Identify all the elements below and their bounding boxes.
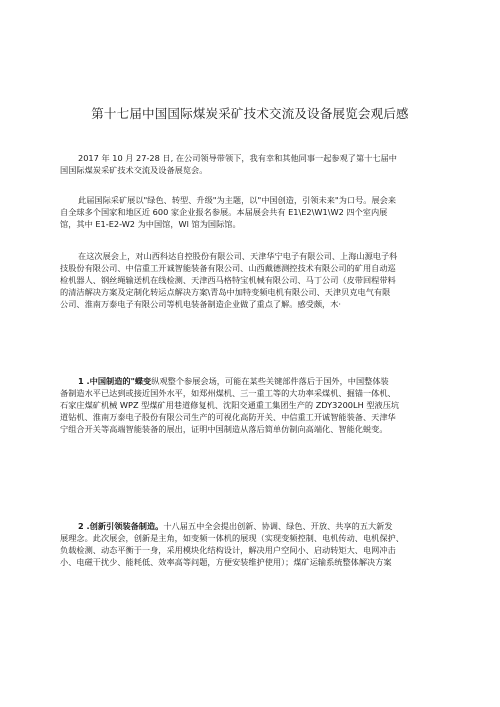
text-span: 纵观整个参展会场，可能在某些关键部件落后于国外，中国整体装 [151,376,389,386]
text-line: 备制造水平已达到或接近国外水平，如郑州煤机、三一重工等的大功率采煤机、掘锚一体机、 [60,388,396,398]
text-line: 石家庄煤矿机械 WPZ 型煤矿用巷道修复机、沈阳交通重工集团生产的 ZDY3200LH 型液压坑 [60,400,400,410]
text-line: 检机器人、钢丝绳输送机在线检测、天津西马格特宝机械有限公司、马丁公司（皮带回程带料 [60,275,396,285]
paragraph-4 [60,375,450,435]
text-line: 道钻机、淮南万泰电子股份有限公司生产的可视化高防开关、中信重工开诚智能装备、天津华 [60,412,396,422]
paragraph-1 [60,152,450,176]
text-line: 展理念。此次展会，创新是主角，如变频一体机的展现（实现变频控制、电机传动、电机保护、 [60,533,404,543]
text-line: 馆，其中 E1-E2-W2 为中国馆，Wl 馆为国际馆。 [60,219,241,229]
text-line: 宁组合开关等高端智能装备的展出，证明中国制造从落后简单仿制向高端化、智能化蜕变。 [60,424,388,434]
text-line: 国国际煤炭采矿技术交流及设备展览会。 [60,165,208,175]
text-line: 负载检测、动态平衡于一身，采用模块化结构设计，解决用户空间小、启动转矩大、电网冲击 [60,545,396,555]
text-line: 公司、淮南万泰电子有限公司等机电装备制造企业做了重点了解。感受颇，木· [60,299,341,309]
text-line: 的清洁解决方案及定制化转运点解决方案\青岛中加特变频电机有限公司、天津贝克电气有限 [60,287,391,297]
paragraph-2 [60,194,450,230]
text-line: 自全球多个国家和地区近 600 家企业报名参展。本届展会共有 E1\E2\W1\W2 四个室内展 [60,207,388,217]
text-line: 2017 年 10 月 27-28 日, 在公司领导带领下，我有幸和其他同事一起参观了第十七届中 [78,153,397,163]
paragraph-5 [60,520,450,568]
text-line: 此届国际采矿展以"绿色、转型、升级"为主题，以"中国创造，引领未来"为口号。展会来 [78,195,397,205]
document-title: 第十七届中国国际煤炭采矿技术交流及设备展览会观后感 [91,106,409,121]
paragraph-3 [60,250,450,310]
section-heading: 1 .中国制造的"蝶变 [78,376,152,386]
section-heading: 2 .创新引领装备制造。 [78,521,164,531]
text-line: 在这次展会上，对山西科达自控股份有限公司、天津华宁电子有限公司、上海山源电子科 [78,251,398,261]
text-line: 技股份有限公司、中信重工开诚智能装备有限公司、山西戴德测控技术有限公司的矿用自动巡 [60,263,396,273]
text-span: 十八届五中全会提出创新、协调、绿色、开放、共享的五大新发 [163,521,393,531]
text-line [60,375,450,387]
text-line: 小、电磁干扰少、能耗低、效率高等问题，方便安装维护使用）；煤矿运输系统整体解决方案 [60,557,392,567]
text-line [60,520,450,532]
